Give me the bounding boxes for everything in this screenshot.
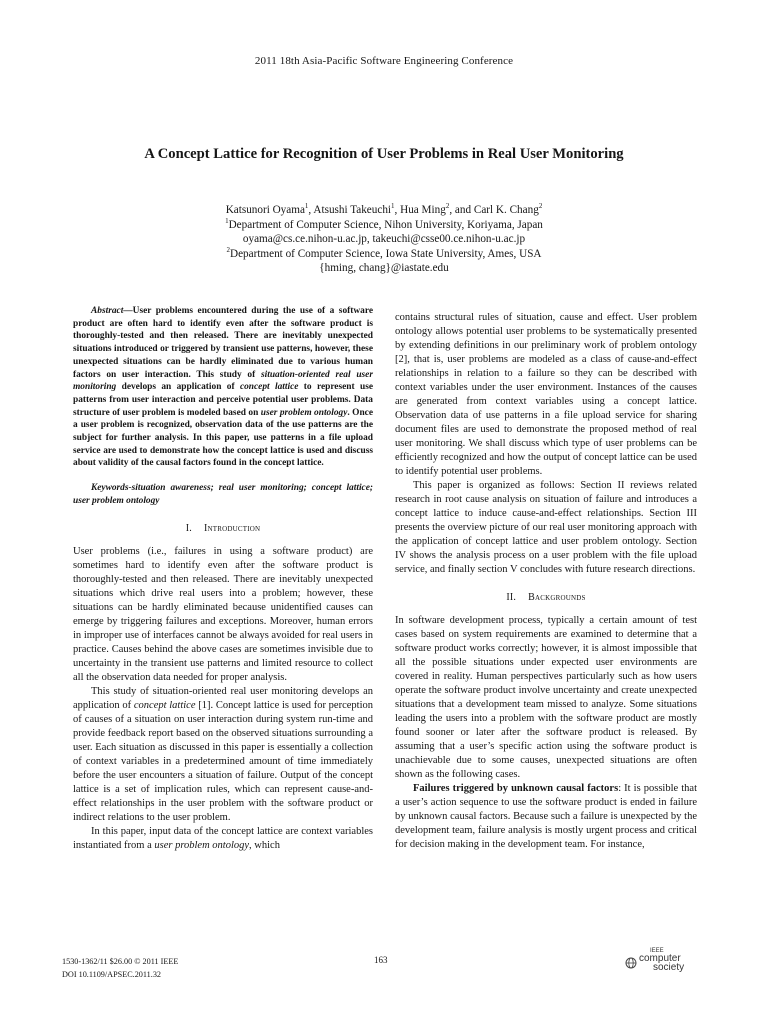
author-names: Katsunori Oyama$^1$, Atsushi Takeuchi$^1$, Hua Ming$^2$, and Carl K. Chang$^2$ bbox=[225, 202, 543, 216]
abstract: Abstract—User problems encountered during the use of a software product are often hard to identify even after the software product is thoroughly-tested and then released. There are inevitably unexpected situations introduced or triggered by transient use patterns, however, these unexpected situations can be hardly eliminated due to various human factors on user interaction. This study of situation-oriented real user monitoring develops an application of concept lattice to represent use patterns from user interaction and perceive potential user problems. Data structure of user problem is modeled based on user problem ontology. Once a user problem is recognized, observation data of the use patterns are the subject for further analysis. In this paper, use patterns in a file upload service are used to demonstrate how the concept lattice is used and discuss about validity of the causal factors found in the concept lattice. bbox=[73, 306, 374, 469]
backgrounds-paragraph-2: Failures triggered by unknown causal factors: It is possible that a user’s action sequence to use the software product is ended in failure by unknown causal factors. Because such a failure is unexpected by the development team, failure analysis is mostly urgent process and critical for decision making in the development team. For instance, bbox=[395, 783, 697, 850]
right-column bbox=[395, 311, 697, 852]
author-name: Katsunori Oyama bbox=[225, 204, 305, 216]
left-column bbox=[73, 305, 373, 853]
issn-line: 1530-1362/11 $26.00 © 2011 IEEE bbox=[62, 957, 179, 966]
page-number: 163 bbox=[374, 955, 388, 965]
affiliation-2: $^2$Department of Computer Science, Iowa State University, Ames, USA bbox=[226, 245, 542, 260]
abstract-label: Abstract bbox=[91, 306, 124, 316]
email-2: {hming, chang}@iastate.edu bbox=[319, 262, 449, 274]
backgrounds-paragraph-1: In software development process, typically a certain amount of test cases based on system requirements are examined to determine that a software product works correctly; however, it is almost impossible that all the possible situations under expected user environments are covered in reality. Human perspectives particularly such as how users operate the software product involve uncertainty and create unexpected situations that a development team missed to analyze. Some situations leading the users into a problem with the software product are mostly found sooner or later after the software product is released. By assuming that a user’s specific action using the software product is unachievable due to some causes, unexpected situations are often shown as the following cases. bbox=[395, 615, 697, 780]
intro-paragraph-1: User problems (i.e., failures in using a software product) are sometimes hard to identify even after the software product is thoroughly-tested and then released. There are inevitably unexpected situations which drive real users into a problem; however, these situations can be hardly eliminated because unidentified causes can emerge by triggering failures and exceptions. Moreover, human errors in improper use of interfaces cannot be always avoided for real users in practice. Causes behind the above cases are sometimes invisible due to uncertainty in the transient use patterns and limited resource to collect all the observation data needed for proper analysis. bbox=[73, 545, 373, 683]
author-sup: 2 bbox=[445, 202, 450, 210]
section-heading-introduction: I. Introduction bbox=[185, 522, 261, 534]
author-name: Atsushi Takeuchi bbox=[313, 204, 392, 216]
right-paragraph-1: contains structural rules of situation, cause and effect. User problem ontology allows potential user problems to be systematically presented by extending definitions in our preliminary work of problem ontology [2], that is, user problems are modeled as a class of cause-and-effect relationships in relation to a failure so they can be described with context variables under the user environment. Instances of the causes are generated from context variables using a concept lattice. Observation data of use patterns in a file upload service for sharing document files are used to demonstrate the proposed method of real user monitoring. We shall discuss which type of user problems can be efficiently recognized and how the output of concept lattice can be used to identify potential user problems. bbox=[395, 312, 697, 477]
keywords: Keywords-situation awareness; real user monitoring; concept lattice; user problem ontology bbox=[73, 483, 373, 506]
intro-paragraph-3: In this paper, input data of the concept lattice are context variables instantiated from a user problem ontology, which bbox=[73, 825, 373, 851]
globe-icon bbox=[625, 957, 637, 969]
doi-line: DOI 10.1109/APSEC.2011.32 bbox=[62, 970, 162, 979]
author-block bbox=[0, 203, 768, 276]
paper-title: A Concept Lattice for Recognition of User Problems in Real User Monitoring bbox=[144, 146, 624, 162]
email-1: oyama@cs.ce.nihon-u.ac.jp, takeuchi@csse00.ce.nihon-u.ac.jp bbox=[242, 233, 526, 245]
affiliation-1: $^1$Department of Computer Science, Nihon University, Koriyama, Japan bbox=[225, 216, 543, 231]
author-name: Carl K. Chang bbox=[473, 204, 539, 216]
conference-header: 2011 18th Asia-Pacific Software Engineering Conference bbox=[254, 55, 514, 67]
ieee-computer-society-logo: IEEE computer society bbox=[625, 948, 705, 978]
author-sup: 1 bbox=[304, 202, 309, 210]
author-sup: 2 bbox=[538, 202, 543, 210]
author-name: Hua Ming bbox=[400, 204, 446, 216]
author-sup: 1 bbox=[391, 202, 395, 210]
right-paragraph-2: This paper is organized as follows: Section II reviews related research in root cause analysis on situation of failure and introduces a concept lattice to induce cause-and-effect relationships. Section III presents the overview picture of our real user monitoring approach with the application of concept lattice and user problem ontology. Section IV shows the analysis process on a user problem with the file upload service, and finally section V concludes with future research directions. bbox=[395, 480, 697, 575]
intro-paragraph-2: This study of situation-oriented real user monitoring develops an application of concept lattice [1]. Concept lattice is used for perception of causes of a situation on user interaction during system run-time and provide feedback report based on the observed situations surrounding a user. Each situation as discussed in this paper is essentially a collection of context variables in a predetermined amount of time immediately before the user encounters a situation of failure. Output of the concept lattice is a set of implication rules, which can represent cause-and-effect relationships in the user problem with the software product or indirect relations to the user problem. bbox=[73, 685, 373, 823]
section-heading-backgrounds: II. Backgrounds bbox=[506, 592, 586, 603]
footer-copyright bbox=[62, 955, 178, 981]
